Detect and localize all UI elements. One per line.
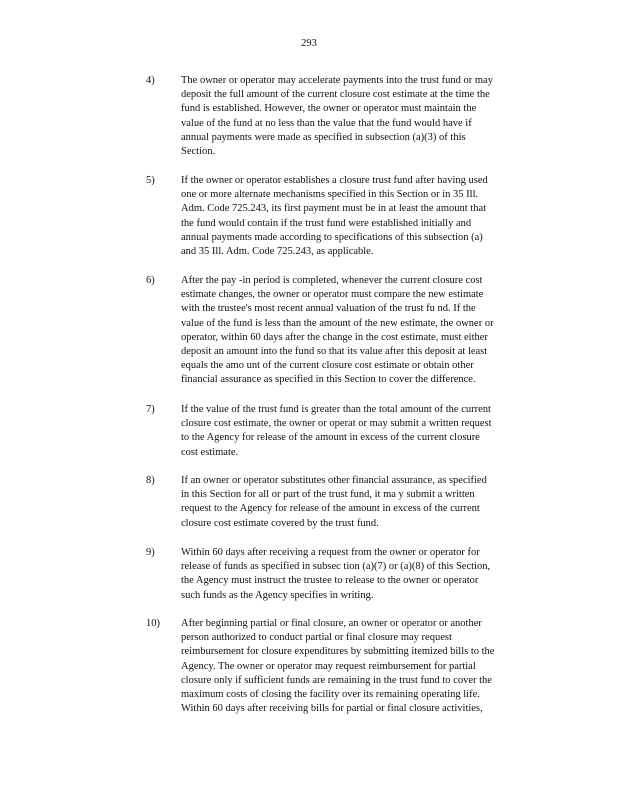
text-line: financial assurance as specified in this Section to cover the difference. — [181, 374, 476, 386]
text-line: annual payments made according to specifications of this subsection (a) — [181, 231, 483, 243]
text-line: annual payments were made as specified in subsection (a)(3) of this — [181, 131, 466, 143]
item-text — [181, 74, 543, 159]
text-line: Within 60 days after receiving a request from the owner or operator for — [181, 547, 480, 558]
text-line: closure cost estimate, the owner or operat or may submit a written request — [181, 418, 492, 430]
item-number: 6) — [146, 275, 155, 286]
text-line: such funds as the Agency specifies in writing. — [181, 589, 374, 601]
text-line: cost estimate. — [181, 446, 239, 458]
item-number: 7) — [146, 404, 155, 415]
text-line: The owner or operator may accelerate payments into the trust fund or may — [181, 75, 493, 86]
text-line: and 35 Ill. Adm. Code 725.243, as applicable. — [181, 246, 374, 258]
text-line: Adm. Code 725.243, its first payment must be in at least the amount that — [181, 203, 487, 215]
text-line: request to the Agency for release of the amount in excess of the current — [181, 503, 480, 515]
text-line: deposit the full amount of the current closure cost estimate at the time the — [181, 89, 490, 101]
text-line: estimate changes, the owner or operator must compare the new estimate — [181, 289, 484, 301]
item-text — [181, 617, 543, 716]
text-line: maximum costs of closing the facility over its remaining operating life. — [181, 689, 480, 701]
text-line: with the trustee's most recent annual valuation of the trust fu nd. If the — [181, 303, 476, 315]
item-number: 5) — [146, 175, 155, 186]
text-line: to the Agency for release of the amount in excess of the current closure — [181, 432, 480, 444]
text-line: Agency. The owner or operator may request reimbursement for partial — [181, 660, 476, 672]
text-line: If an owner or operator substitutes other financial assurance, as specified — [181, 475, 487, 486]
text-line: one or more alternate mechanisms specified in this Section or in 35 Ill. — [181, 189, 479, 201]
item-text — [181, 174, 543, 259]
text-line: Section. — [181, 146, 216, 158]
text-line: reimbursement for closure expenditures by submitting itemized bills to the — [181, 646, 495, 658]
text-line: fund is established. However, the owner or operator must maintain the — [181, 103, 477, 115]
text-line: closure only if sufficient funds are remaining in the trust fund to cover the — [181, 674, 492, 686]
text-line: value of the fund at no less than the value that the fund would have if — [181, 117, 472, 129]
item-text — [181, 274, 543, 388]
text-line: operator, within 60 days after the change in the cost estimate, must either — [181, 331, 488, 343]
text-line: value of the fund is less than the amount of the new estimate, the owner or — [181, 317, 494, 329]
text-line: person authorized to conduct partial or final closure may request — [181, 632, 452, 644]
text-line: If the value of the trust fund is greater than the total amount of the current — [181, 404, 491, 415]
item-number: 4) — [146, 75, 155, 86]
item-number: 10) — [146, 618, 160, 629]
item-number: 8) — [146, 475, 155, 486]
item-text — [181, 546, 543, 603]
text-line: equals the amo unt of the current closure cost estimate or obtain other — [181, 360, 474, 372]
text-line: After beginning partial or final closure, an owner or operator or another — [181, 618, 482, 629]
text-line: deposit an amount into the fund so that its value after this deposit at least — [181, 346, 488, 358]
page-number: 293 — [301, 38, 317, 49]
item-number: 9) — [146, 547, 155, 558]
text-line: Within 60 days after receiving bills for partial or final closure activities, — [181, 703, 483, 715]
text-line: in this Section for all or part of the trust fund, it ma y submit a written — [181, 489, 475, 501]
text-line: closure cost estimate covered by the trust fund. — [181, 517, 379, 529]
text-line: If the owner or operator establishes a closure trust fund after having used — [181, 175, 488, 186]
item-text — [181, 474, 543, 531]
text-line: the fund would contain if the trust fund were established initially and — [181, 217, 472, 229]
item-text — [181, 403, 543, 460]
text-line: release of funds as specified in subsec tion (a)(7) or (a)(8) of this Section, — [181, 561, 491, 573]
text-line: After the pay -in period is completed, whenever the current closure cost — [181, 275, 483, 286]
text-line: the Agency must instruct the trustee to release to the owner or operator — [181, 575, 479, 587]
